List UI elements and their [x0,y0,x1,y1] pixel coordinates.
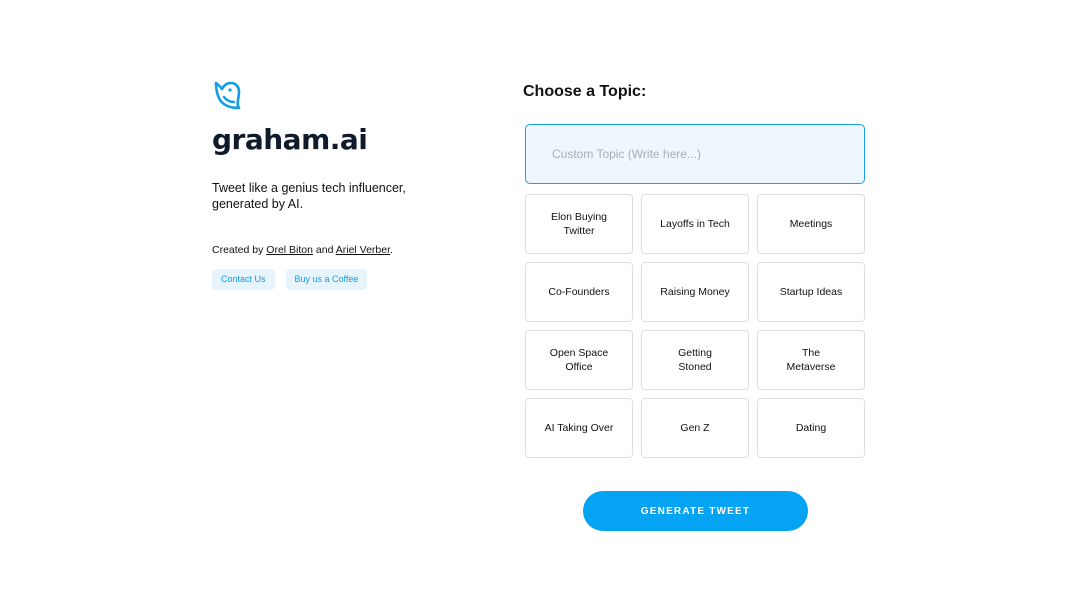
topic-card[interactable]: Startup Ideas [757,262,865,322]
buy-coffee-button[interactable]: Buy us a Coffee [286,269,368,290]
contact-us-button[interactable]: Contact Us [212,269,275,290]
credits-suffix: . [390,244,393,256]
brand-name: graham.ai [212,123,368,156]
topic-card[interactable]: Dating [757,398,865,458]
topic-card[interactable]: Meetings [757,194,865,254]
topic-card[interactable]: The Metaverse [757,330,865,390]
author-link-ariel[interactable]: Ariel Verber [335,244,391,256]
author-link-orel[interactable]: Orel Biton [266,244,313,256]
topic-card[interactable]: Getting Stoned [641,330,749,390]
topic-grid [525,194,865,458]
custom-topic-input[interactable] [525,124,865,184]
topic-card[interactable]: Raising Money [641,262,749,322]
topic-card[interactable]: AI Taking Over [525,398,633,458]
credits-prefix: Created by [212,244,267,256]
topic-card[interactable]: Gen Z [641,398,749,458]
generate-tweet-button[interactable]: GENERATE TWEET [583,491,808,531]
topic-card[interactable]: Elon Buying Twitter [525,194,633,254]
credits [212,244,472,256]
topic-card[interactable]: Open Space Office [525,330,633,390]
tagline: Tweet like a genius tech influencer, generated by AI. [212,181,406,211]
topic-heading: Choose a Topic: [523,83,647,100]
topic-card[interactable]: Co-Founders [525,262,633,322]
link-buttons [212,269,472,290]
topic-card[interactable]: Layoffs in Tech [641,194,749,254]
topic-panel [523,82,868,434]
credits-joiner: and [312,244,336,256]
bird-icon [212,80,242,110]
intro-panel [212,80,472,290]
